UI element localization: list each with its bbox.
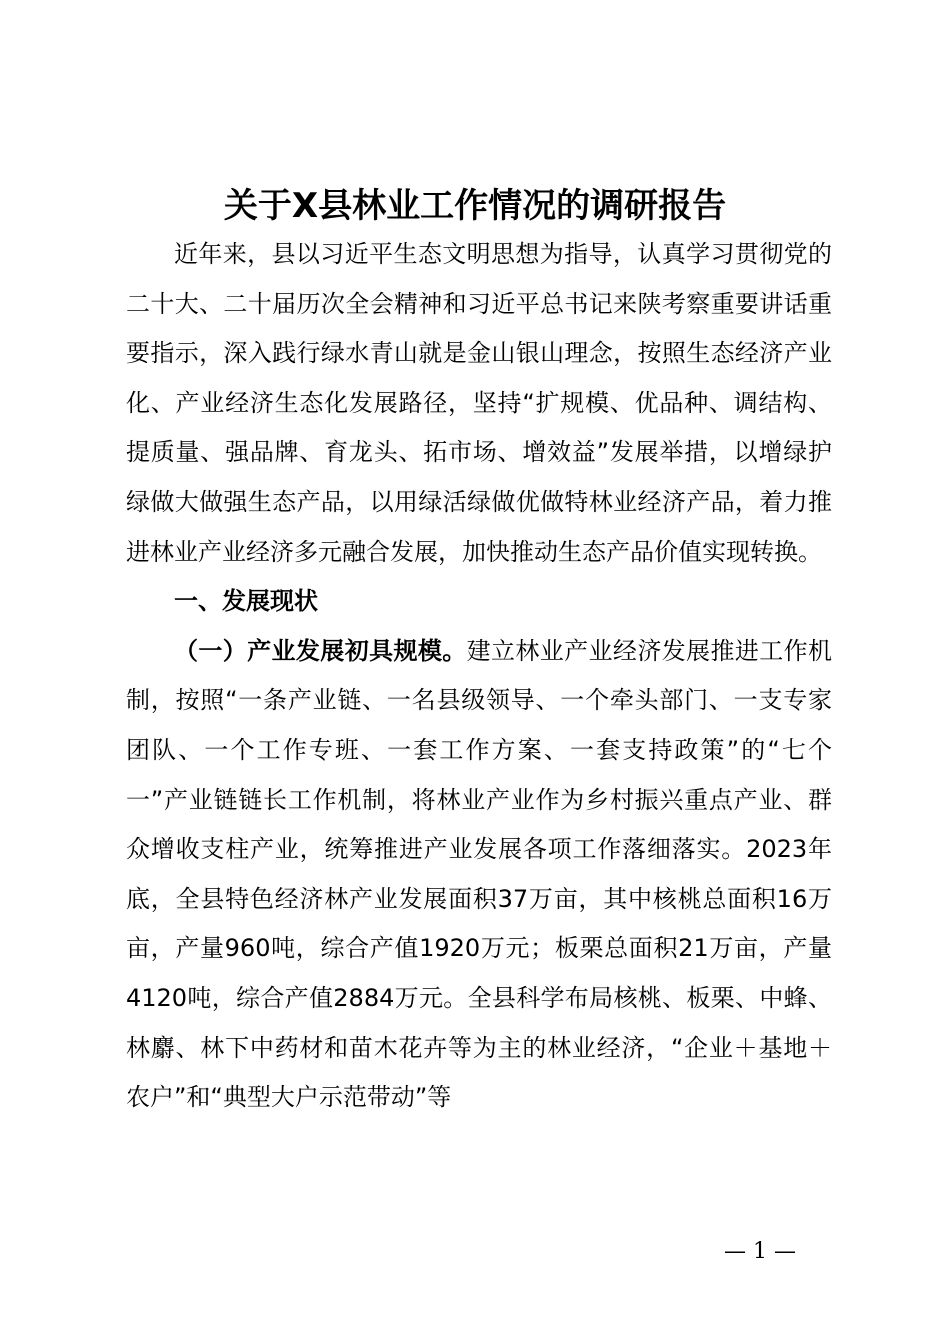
page-number xyxy=(0,1236,950,1268)
document-body xyxy=(126,230,832,1123)
subsection-paragraph xyxy=(126,627,832,1123)
subsection-lead: （一）产业发展初具规模。 xyxy=(174,636,467,665)
intro-paragraph: 近年来，县以习近平生态文明思想为指导，认真学习贯彻党的二十大、二十届历次全会精神和习近平总书记来陕考察重要讲话重要指示，深入践行绿水青山就是金山银山理念，按照生态经济产业化、产业经济生态化发展路径，坚持“扩规模、优品种、调结构、提质量、强品牌、育龙头、拓市场、增效益”发展举措，以增绿护绿做大做强生态产品，以用绿活绿做优做特林业经济产品，着力推进林业产业经济多元融合发展，加快推动生态产品价值实现转换。 xyxy=(126,240,832,566)
page-number-text: — 1 — xyxy=(724,1239,796,1264)
section-heading: 一、发展现状 xyxy=(174,587,318,616)
subsection-text: 建立林业产业经济发展推进工作机制，按照“一条产业链、一名县级领导、一个牵头部门、一支专家团队、一个工作专班、一套工作方案、一套支持政策”的“七个一”产业链链长工作机制，将林业产业作为乡村振兴重点产业、群众增收支柱产业，统筹推进产业发展各项工作落细落实。2023年底，全县特色经济林产业发展面积37万亩，其中核桃总面积16万亩，产量960吨，综合产值1920万元；板栗总面积21万亩，产量4120吨，综合产值2884万元。全县科学布局核桃、板栗、中蜂、林麝、林下中药材和苗木花卉等为主的林业经济，“企业＋基地＋农户”和“典型大户示范带动”等 xyxy=(126,636,833,1112)
document-title: 关于X县林业工作情况的调研报告 xyxy=(223,186,727,226)
